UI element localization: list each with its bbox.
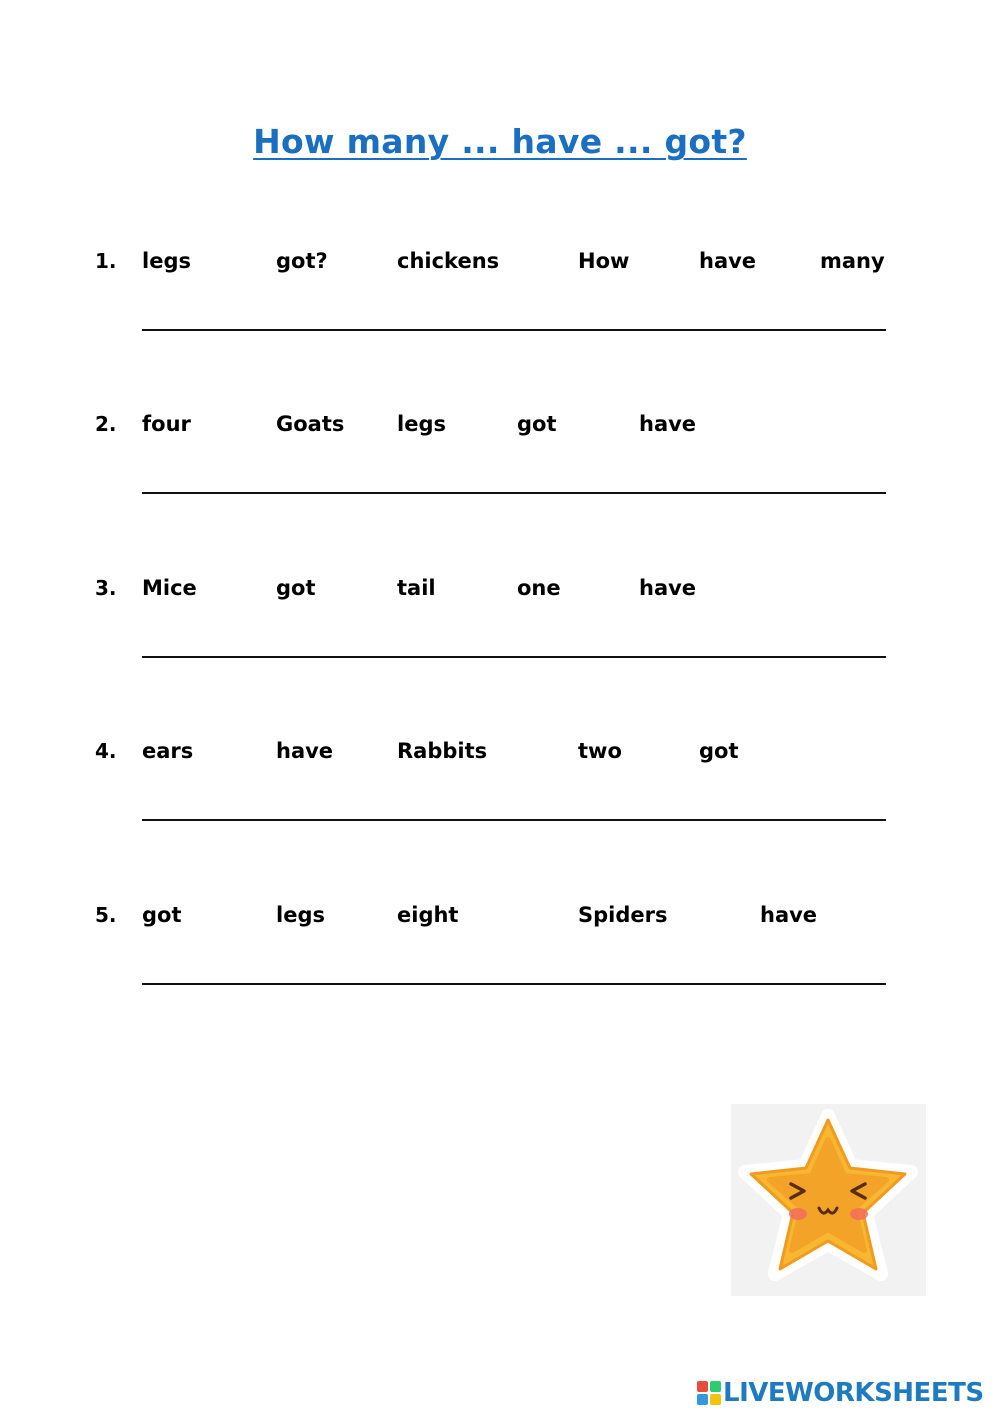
word-tile: Rabbits <box>397 739 488 763</box>
word-tile: have <box>276 739 334 763</box>
word-tile: got <box>699 739 739 763</box>
exercise-number: 1. <box>95 249 117 273</box>
word-tile: Goats <box>276 412 345 436</box>
word-tile: legs <box>142 249 191 273</box>
answer-line[interactable] <box>142 983 886 985</box>
word-tile: have <box>639 412 697 436</box>
worksheet-title: How many ... have ... got? <box>253 122 747 161</box>
word-tile: How <box>578 249 630 273</box>
word-tile: Spiders <box>578 903 668 927</box>
word-tile: got? <box>276 249 328 273</box>
exercise-5 <box>0 903 1000 1023</box>
answer-line[interactable] <box>142 492 886 494</box>
word-tile: ears <box>142 739 194 763</box>
answer-line[interactable] <box>142 329 886 331</box>
exercise-number: 4. <box>95 739 117 763</box>
exercise-2 <box>0 412 1000 532</box>
answer-line[interactable] <box>142 656 886 658</box>
brand-name: LIVEWORKSHEETS <box>723 1378 984 1408</box>
word-tile: got <box>142 903 182 927</box>
exercise-number: 3. <box>95 576 117 600</box>
word-tile: many <box>820 249 885 273</box>
exercise-number: 5. <box>95 903 117 927</box>
exercise-3 <box>0 576 1000 696</box>
exercise-4 <box>0 739 1000 859</box>
exercise-number: 2. <box>95 412 117 436</box>
word-tile: got <box>276 576 316 600</box>
liveworksheets-brand[interactable] <box>697 1378 984 1408</box>
exercise-1 <box>0 249 1000 369</box>
word-tile: tail <box>397 576 436 600</box>
word-tile: have <box>699 249 757 273</box>
word-tile: eight <box>397 903 459 927</box>
word-tile: two <box>578 739 622 763</box>
answer-line[interactable] <box>142 819 886 821</box>
liveworksheets-logo-icon <box>697 1381 721 1405</box>
word-tile: one <box>517 576 561 600</box>
word-tile: legs <box>397 412 446 436</box>
word-tile: Mice <box>142 576 197 600</box>
word-tile: have <box>639 576 697 600</box>
word-tile: four <box>142 412 191 436</box>
word-tile: got <box>517 412 557 436</box>
smiling-star-icon <box>731 1104 926 1296</box>
smiling-star-icon <box>731 1104 926 1296</box>
word-tile: chickens <box>397 249 500 273</box>
word-tile: have <box>760 903 818 927</box>
word-tile: legs <box>276 903 325 927</box>
